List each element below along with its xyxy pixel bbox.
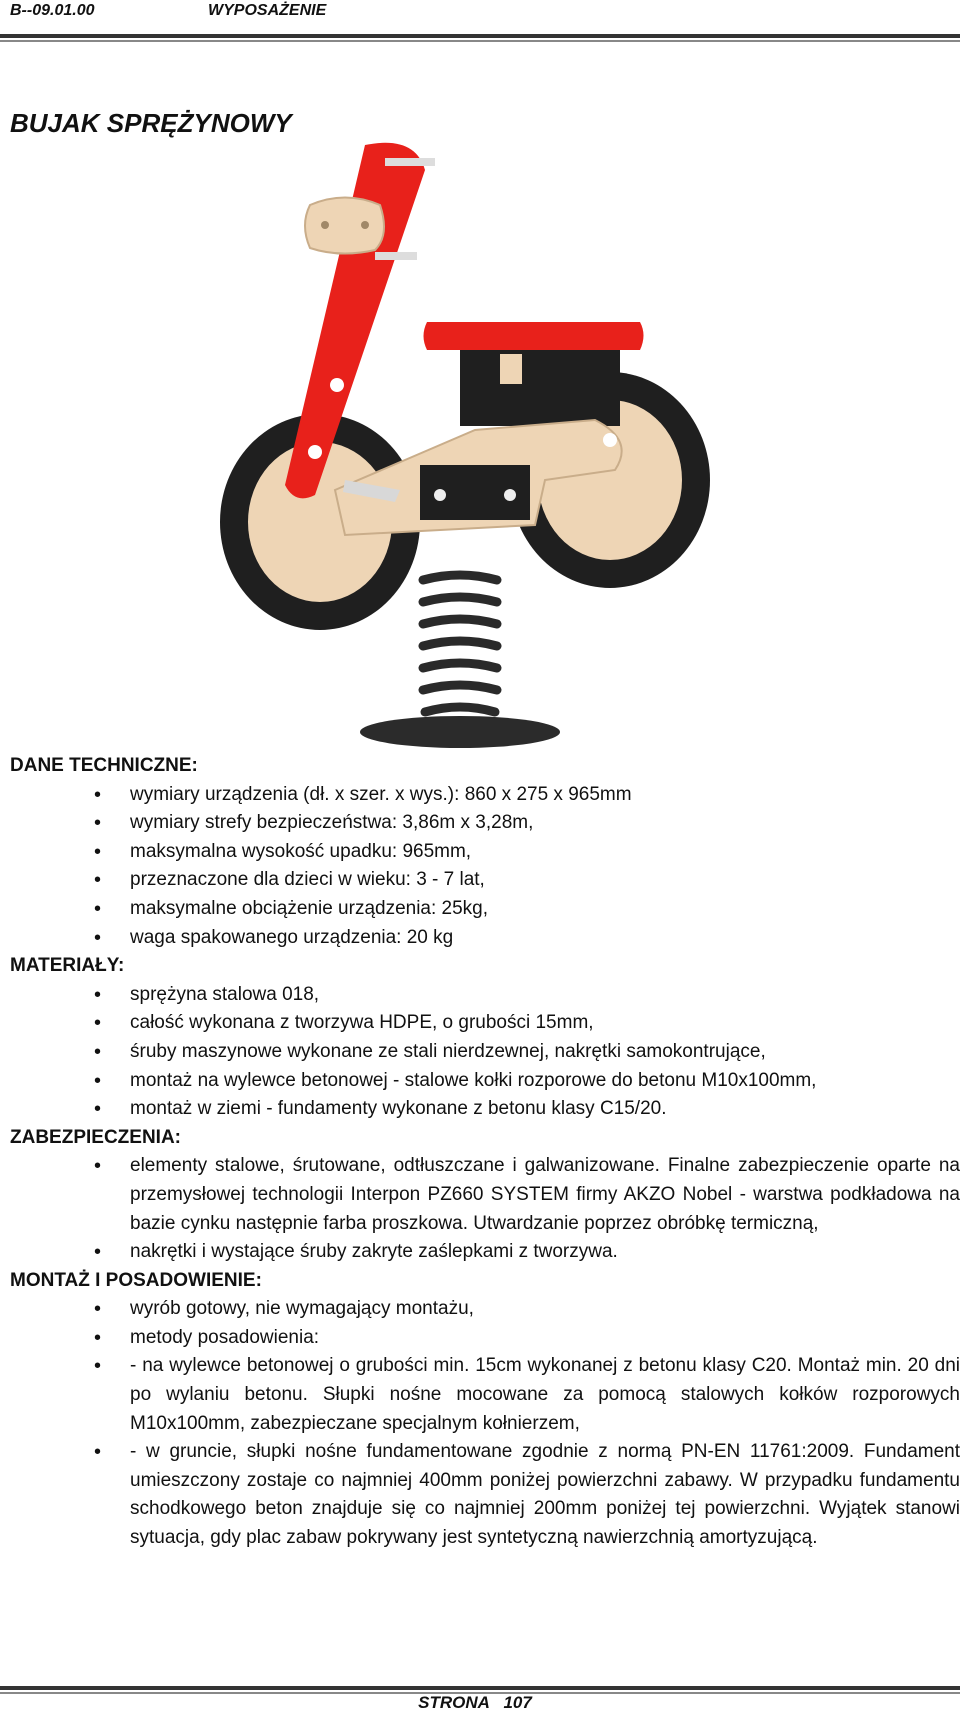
list-item: • nakrętki i wystające śruby zakryte zaślepkami z tworzywa. xyxy=(10,1238,960,1267)
protection-heading: ZABEZPIECZENIA: xyxy=(10,1126,181,1148)
list-item: • - w gruncie, słupki nośne fundamentowane zgodnie z normą PN-EN 11761:2009. Fundament umieszczony zostaje co najmniej 400mm poniżej powierzchni zabawy. W przypadku fundamentu schodkowego beton znajduje się co najmniej 200mm poniżej tej powierzchni. Wyjątek stanowi sytuacja, gdy plac zabaw pokrywany jest syntetyczną nawierzchnią amortyzującą. xyxy=(10,1438,960,1552)
product-title: BUJAK SPRĘŻYNOWY xyxy=(10,108,292,138)
installation-heading: MONTAŻ I POSADOWIENIE: xyxy=(10,1269,262,1291)
list-item: • elementy stalowe, śrutowane, odtłuszczane i galwanizowane. Finalne zabezpieczenie oparte na przemysłowej technologii Interpon PZ660 SYSTEM firmy AKZO Nobel - warstwa podkładowa na bazie cynku następnie farba proszkowa. Utwardzanie poprzez obróbkę termiczną, xyxy=(10,1152,960,1238)
page-footer xyxy=(0,1693,960,1713)
catalog-code: B--09.01.00 xyxy=(10,2,95,19)
tech-list xyxy=(10,781,960,953)
list-item: • metody posadowienia: xyxy=(10,1324,960,1353)
base-plate xyxy=(360,716,560,748)
list-item: • wymiary strefy bezpieczeństwa: 3,86m x 3,28m, xyxy=(10,809,960,838)
list-item: • sprężyna stalowa 018, xyxy=(10,981,960,1010)
spring-coil xyxy=(423,575,497,712)
list-item: • - na wylewce betonowej o grubości min. 15cm wykonanej z betonu klasy C20. Montaż min. 20 dni po wylaniu betonu. Słupki nośne mocowane za pomocą stalowych kołków rozporowych M10x100mm, zabezpieczane specjalnym kołnierzem, xyxy=(10,1352,960,1438)
list-item: • śruby maszynowe wykonane ze stali nierdzewnej, nakrętki samokontrujące, xyxy=(10,1038,960,1067)
list-item: • wymiary urządzenia (dł. x szer. x wys.): 860 x 275 x 965mm xyxy=(10,781,960,810)
list-item: • przeznaczone dla dzieci w wieku: 3 - 7 lat, xyxy=(10,866,960,895)
tech-heading: DANE TECHNICZNE: xyxy=(10,755,198,776)
page-number: STRONA 107 xyxy=(418,1693,532,1712)
footer-rule xyxy=(0,1686,960,1690)
handlebar-plate xyxy=(305,198,384,254)
header-rule-thin xyxy=(0,40,960,42)
seat xyxy=(424,322,644,350)
list-item: • waga spakowanego urządzenia: 20 kg xyxy=(10,924,960,953)
spec-content xyxy=(10,752,960,1553)
seat-support xyxy=(460,348,620,426)
list-item: • montaż na wylewce betonowej - stalowe kołki rozporowe do betonu M10x100mm, xyxy=(10,1067,960,1096)
list-item: • wyrób gotowy, nie wymagający montażu, xyxy=(10,1295,960,1324)
list-item: • montaż w ziemi - fundamenty wykonane z betonu klasy C15/20. xyxy=(10,1095,960,1124)
list-item: • maksymalna wysokość upadku: 965mm, xyxy=(10,838,960,867)
materials-list xyxy=(10,981,960,1124)
product-illustration xyxy=(215,140,750,755)
protection-list xyxy=(10,1152,960,1266)
header-rule xyxy=(0,34,960,38)
materials-heading: MATERIAŁY: xyxy=(10,955,125,977)
list-item: • całość wykonana z tworzywa HDPE, o grubości 15mm, xyxy=(10,1009,960,1038)
installation-list xyxy=(10,1295,960,1552)
list-item: • maksymalne obciążenie urządzenia: 25kg, xyxy=(10,895,960,924)
section-name: WYPOSAŻENIE xyxy=(208,2,327,19)
